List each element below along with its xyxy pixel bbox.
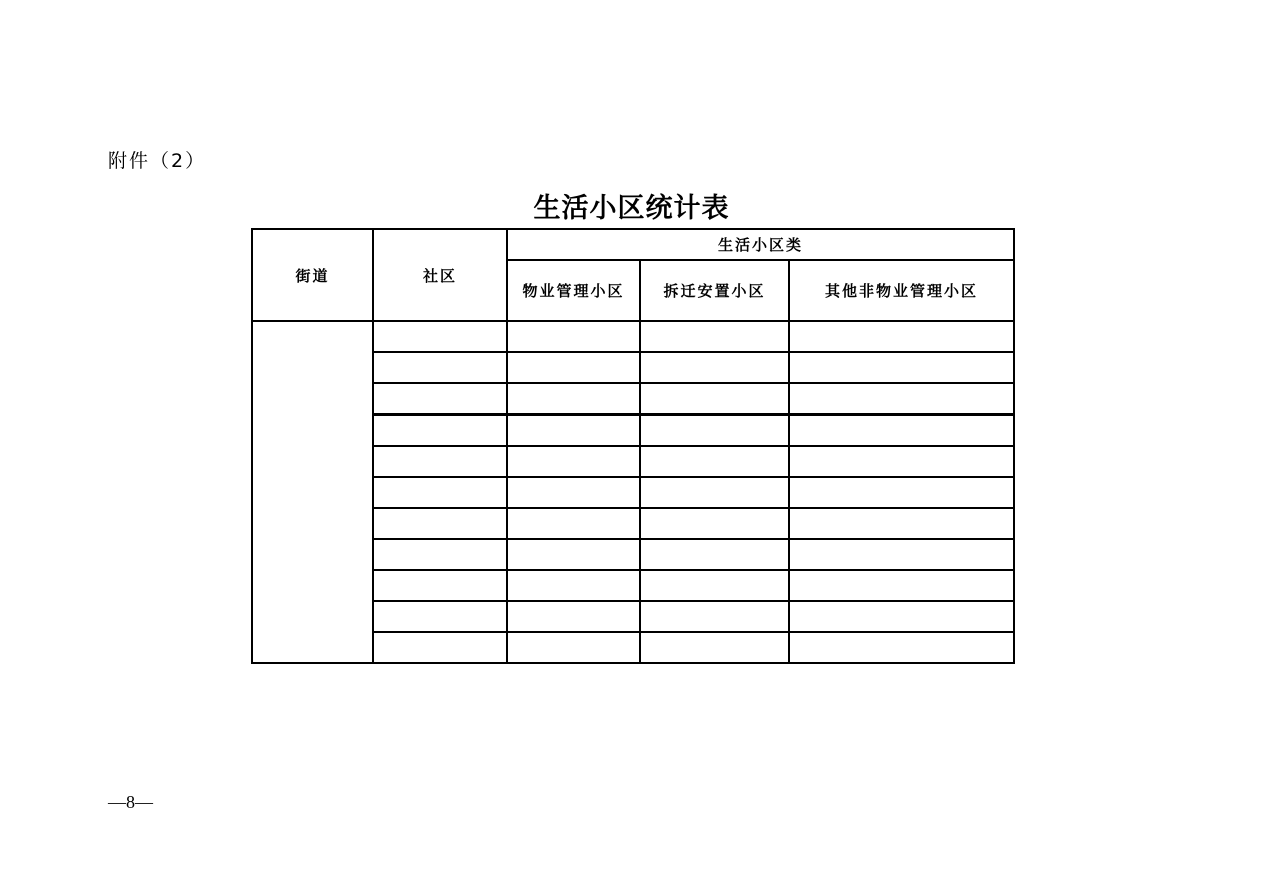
property-managed-cell (507, 415, 640, 447)
other-unmanaged-cell (789, 446, 1014, 477)
other-unmanaged-cell (789, 570, 1014, 601)
property-managed-cell (507, 321, 640, 352)
community-cell (373, 415, 507, 447)
attachment-label: 附件（2） (108, 150, 207, 172)
relocation-cell (640, 539, 789, 570)
community-cell (373, 477, 507, 508)
property-managed-cell (507, 477, 640, 508)
other-unmanaged-cell (789, 477, 1014, 508)
property-managed-cell (507, 601, 640, 632)
relocation-cell (640, 508, 789, 539)
relocation-cell (640, 601, 789, 632)
table-row (252, 321, 1014, 352)
table-body (252, 321, 1014, 663)
other-unmanaged-cell (789, 321, 1014, 352)
relocation-cell (640, 383, 789, 415)
header-community: 社区 (373, 229, 507, 321)
community-cell (373, 383, 507, 415)
community-cell (373, 601, 507, 632)
property-managed-cell (507, 539, 640, 570)
other-unmanaged-cell (789, 415, 1014, 447)
statistics-table (251, 228, 1015, 664)
street-cell (252, 321, 373, 663)
relocation-cell (640, 415, 789, 447)
other-unmanaged-cell (789, 508, 1014, 539)
other-unmanaged-cell (789, 632, 1014, 663)
header-other-unmanaged: 其他非物业管理小区 (789, 260, 1014, 321)
header-property-managed: 物业管理小区 (507, 260, 640, 321)
property-managed-cell (507, 383, 640, 415)
other-unmanaged-cell (789, 352, 1014, 383)
community-cell (373, 508, 507, 539)
property-managed-cell (507, 570, 640, 601)
property-managed-cell (507, 508, 640, 539)
header-street: 街道 (252, 229, 373, 321)
page-title: 生活小区统计表 (533, 193, 730, 224)
relocation-cell (640, 352, 789, 383)
page-number: —8— (108, 792, 153, 812)
community-cell (373, 539, 507, 570)
other-unmanaged-cell (789, 539, 1014, 570)
relocation-cell (640, 321, 789, 352)
community-cell (373, 321, 507, 352)
community-cell (373, 570, 507, 601)
relocation-cell (640, 632, 789, 663)
header-relocation: 拆迁安置小区 (640, 260, 789, 321)
header-row-top (252, 229, 1014, 260)
property-managed-cell (507, 632, 640, 663)
property-managed-cell (507, 446, 640, 477)
other-unmanaged-cell (789, 601, 1014, 632)
community-cell (373, 632, 507, 663)
other-unmanaged-cell (789, 383, 1014, 415)
relocation-cell (640, 446, 789, 477)
community-cell (373, 352, 507, 383)
property-managed-cell (507, 352, 640, 383)
community-cell (373, 446, 507, 477)
relocation-cell (640, 477, 789, 508)
header-group: 生活小区类 (507, 229, 1014, 260)
relocation-cell (640, 570, 789, 601)
